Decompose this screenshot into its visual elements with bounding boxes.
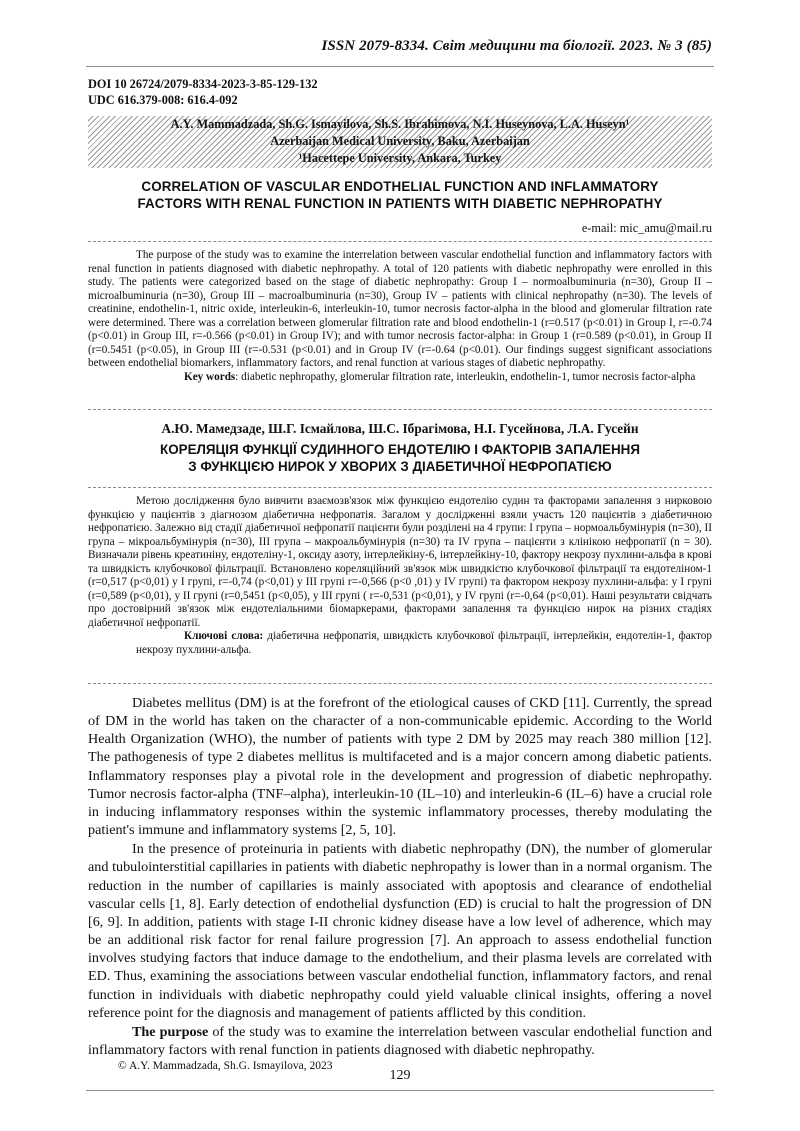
keywords-ua: [88, 630, 712, 657]
title-ua-line-2: З ФУНКЦІЄЮ НИРОК У ХВОРИХ З ДІАБЕТИЧНОЇ НЕФРОПАТІЄЮ: [188, 459, 612, 474]
udc: UDC 616.379-008: 616.4-092: [88, 93, 238, 107]
keywords-ua-label: Ключові слова:: [184, 630, 264, 642]
contact-email: e-mail: mic_amu@mail.ru: [581, 221, 712, 235]
purpose-label: The purpose: [132, 1023, 209, 1040]
purpose-text: of the study was to examine the interrelation between vascular endothelial function and inflammatory factors with renal function in patients diagnosed with diabetic nephropathy.: [88, 1023, 712, 1058]
doi-block: [88, 76, 318, 108]
affiliation-2: ¹Hacettepe University, Ankara, Turkey: [298, 151, 502, 165]
author-names: A.Y. Mammadzada, Sh.G. Ismayilova, Sh.S. Ibrahimova, N.I. Huseynova, L.A. Huseyn¹: [170, 117, 630, 131]
abstract-en: [88, 249, 712, 384]
title-ua-line-1: КОРЕЛЯЦІЯ ФУНКЦІЇ СУДИННОГО ЕНДОТЕЛІЮ І ФАКТОРІВ ЗАПАЛЕННЯ: [160, 442, 640, 457]
page-number: 129: [389, 1068, 411, 1083]
keywords-ua-list: діабетична нефропатія, швидкість клубочкової фільтрації, інтерлейкін, ендотелін-1, фактор некрозу пухлини-альфа.: [136, 630, 712, 656]
title-en-line-1: CORRELATION OF VASCULAR ENDOTHELIAL FUNCTION AND INFLAMMATORY: [141, 179, 659, 194]
body-paragraph-1: Diabetes mellitus (DM) is at the forefront of the etiological causes of CKD [11]. Currently, the spread of DM in the world has taken on the character of a non-communicable epidemic. According to the World Health Organization (WHO), the number of patients with type 2 DM by 2025 may reach 380 million [12]. The pathogenesis of type 2 diabetes mellitus is multifaceted and is a major concern among diabetic patients. Inflammatory responses play a pivotal role in the development and progression of diabetic nephropathy. Tumor necrosis factor-alpha (TNF–alpha), interleukin-10 (IL–10) and interleukin-6 (IL–6) have a crucial role in inducing inflammatory responses within the systemic inflammatory processes, thereby modulating the patient's immune and inflammatory systems [2, 5, 10].: [88, 695, 712, 839]
footer-rule: [86, 1090, 714, 1091]
affiliation-1: Azerbaijan Medical University, Baku, Azerbaijan: [270, 134, 530, 148]
article-body: [88, 694, 712, 1060]
keywords-en-list: : diabetic nephropathy, glomerular filtration rate, interleukin, endothelin-1, tumor necrosis factor-alpha: [235, 370, 696, 383]
article-title-en: [88, 178, 712, 212]
header-rule: [86, 66, 714, 67]
abstract-ua-bottom-rule: [88, 683, 712, 684]
body-paragraph-2: In the presence of proteinuria in patients with diabetic nephropathy (DN), the number of glomerular and tubulointerstitial capillaries in patients with diabetic nephropathy is lower than in a normal organism. The reduction in the number of capillaries is mainly associated with apoptosis and clearance of endothelial vascular cells [1, 8]. Early detection of endothelial dysfunction (ED) is crucial to halt the progression of DN [6, 9]. In addition, patients with stage I-II chronic kidney disease have a low level of adherence, which may be an additional risk factor for renal failure progression [7]. An approach to assess endothelial function involves studying factors that induce damage to the endothelium, and their plasma levels are correlated with ED. Thus, examining the associations between vascular endothelial function, inflammatory factors, and renal function in individuals with diabetic nephropathy could yield valuable clinical insights, offering a novel reference point for the diagnosis and management of patients afflicted by this condition.: [88, 841, 712, 1021]
abstract-en-bottom-rule: [88, 409, 712, 410]
article-title-ua: [88, 441, 712, 475]
doi: DOI 10 26724/2079-8334-2023-3-85-129-132: [88, 77, 318, 91]
abstract-ua-text: Метою дослідження було вивчити взаємозв'язок між функцією ендотелію судин та факторами запалення з нирковою функцією у пацієнтів з діагнозом діабетична нефропатія. Загалом у дослідженні взяли участь 120 пацієнтів з діабетичною нефропатією. Залежно від стадії діабетичної нефропатії пацієнти були розділені на 4 групи: I група – нормоальбумінурія (n=30), II група – мікроальбумінурія (n=30), III група – макроальбумінурія (n=30) та IV група – пацієнти з клінікою нефропатії (n = 30). Визначали рівень креатиніну, ендотеліну-1, оксиду азоту, інтерлейкіну-6, інтерлейкіну-10, фактору некрозу пухлини-альфа в крові та швидкість клубочкової фільтрації. Встановлено кореляційний зв'язок між швидкістю клубочкової фільтрації та ендотеліном-1 (r=0,517 (p<0,01) у I групі, r=-0,74 (p<0,01) у III групі r=-0,566 (p<0 ,01) у IV групі) та фактором некрозу пухлини-альфа: у I групі (r=0,589 (p<0,01), у II групі (r=0,5451 (p<0,05), у III групі ( r=-0,531 (p<0,01), у IV групі (r=-0,64 (p<0,01). Наші результати свідчать про достовірний зв'язок між ендотеліальними біомаркерами, факторами запалення та функцією нирок на різних стадіях діабетичної нефропатії.: [88, 495, 712, 629]
abstract-ua-top-rule: [88, 487, 712, 488]
abstract-en-text: The purpose of the study was to examine the interrelation between vascular endothelial function and inflammatory factors with renal function in patients diagnosed with diabetic nephropathy. A total of 120 patients with diabetic nephropathy were enrolled in this study. The patients were categorized based on the stage of diabetic nephropathy: Group I – normoalbuminuria (n=30), Group II – microalbuminuria (n=30), Group III – macroalbuminuria (n=30), Group IV – patients with clinical nephropathy (n=30). The levels of creatinine, endothelin-1, nitric oxide, interleukin-6, interleukin-10, tumor necrosis factor-alpha in the blood and glomerular filtration rate were determined. There was a correlation between glomerular filtration rate and blood endothelin-1 (r=0.517 (p<0.01) in Group I, r=-0.74 (p<0.01) in Group III, r=-0.566 (p<0.01) in Group IV); and with tumor necrosis factor-alpha: in Group 1 (r=0.589 (p<0.01), in Group II (r=0.5451 (p<0.05), in Group III (r=-0.531 (p<0.01) and in Group IV (r=-0.64 (p<0.01). Our findings suggest significant associations between endothelial biomarkers, inflammatory factors, and renal function at various stages of diabetic nephropathy.: [88, 249, 712, 369]
author-names-ua: А.Ю. Мамедзаде, Ш.Г. Ісмайлова, Ш.С. Ібрагімова, Н.І. Гусейнова, Л.А. Гусейн: [161, 421, 639, 436]
copyright-footnote: © A.Y. Mammadzada, Sh.G. Ismayilova, 2023: [118, 1060, 333, 1072]
keywords-en: [88, 371, 712, 385]
abstract-en-top-rule: [88, 241, 712, 242]
title-en-line-2: FACTORS WITH RENAL FUNCTION IN PATIENTS WITH DIABETIC NEPHROPATHY: [137, 196, 663, 211]
authors-affiliation-band: [88, 116, 712, 168]
body-paragraph-3: [88, 1023, 712, 1059]
keywords-en-label: Key words: [184, 370, 236, 383]
abstract-ua: [88, 495, 712, 657]
journal-header: ISSN 2079-8334. Світ медицини та біології. 2023. № 3 (85): [321, 38, 712, 54]
